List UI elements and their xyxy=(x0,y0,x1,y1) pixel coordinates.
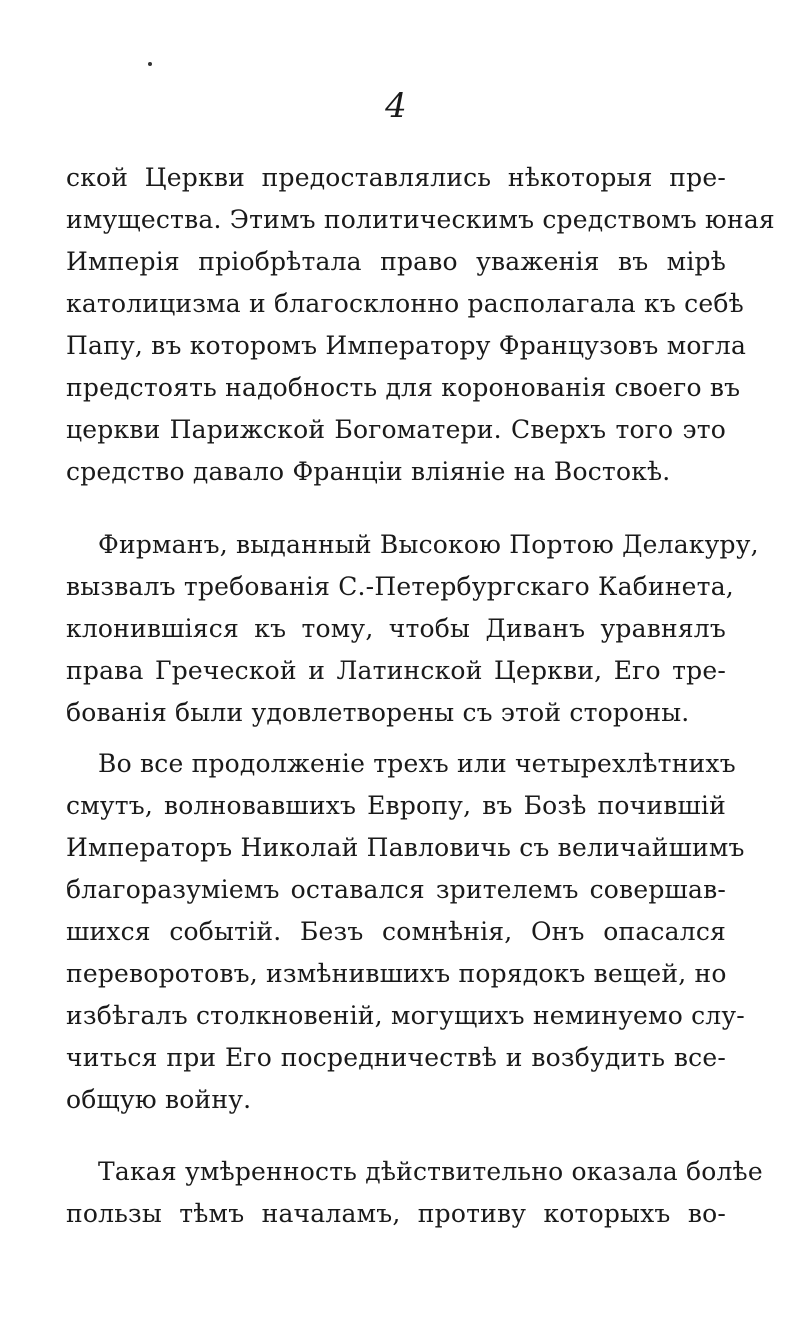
paragraph-3 xyxy=(66,743,745,1121)
text-line: Императоръ Николай Павловичь съ величайшимъ xyxy=(66,833,745,862)
text-line: избѣгалъ столкновеній, могущихъ неминуемо слу- xyxy=(66,1001,745,1030)
text-line: смутъ, волновавшихъ Европу, въ Бозѣ почившій xyxy=(66,791,726,820)
paragraph-4 xyxy=(66,1151,763,1235)
ink-speck xyxy=(148,62,152,66)
text-line: католицизма и благосклонно располагала къ себѣ xyxy=(66,289,744,318)
text-line: права Греческой и Латинской Церкви, Его тре- xyxy=(66,656,726,685)
text-line: предстоять надобность для коронованія своего въ xyxy=(66,373,741,402)
text-line: средство давало Франціи вліяніе на Востокѣ. xyxy=(66,457,671,486)
text-line: церкви Парижской Богоматери. Сверхъ того это xyxy=(66,415,726,444)
text-line: Такая умѣренность дѣйствительно оказала болѣе xyxy=(98,1157,763,1186)
text-line: шихся событій. Безъ сомнѣнія, Онъ опасался xyxy=(66,917,726,946)
text-line: бованія были удовлетворены съ этой стороны. xyxy=(66,698,690,727)
text-line: Во все продолженіе трехъ или четырехлѣтнихъ xyxy=(98,749,736,778)
text-line: вызвалъ требованія С.-Петербургскаго Кабинета, xyxy=(66,572,734,601)
text-line: читься при Его посредничествѣ и возбудить все- xyxy=(66,1043,726,1072)
text-line: общую войну. xyxy=(66,1085,252,1114)
text-line: имущества. Этимъ политическимъ средствомъ юная xyxy=(66,205,775,234)
paragraph-2 xyxy=(66,524,759,734)
text-line: Имперія пріобрѣтала право уваженія въ мірѣ xyxy=(66,247,726,276)
page-number: 4 xyxy=(385,86,407,126)
text-line: Папу, въ которомъ Императору Французовъ могла xyxy=(66,331,747,360)
text-line: Фирманъ, выданный Высокою Портою Делакуру, xyxy=(98,530,759,559)
text-line: благоразуміемъ оставался зрителемъ совершав- xyxy=(66,875,726,904)
paragraph-1 xyxy=(66,157,775,493)
text-line: клонившіяся къ тому, чтобы Диванъ уравнялъ xyxy=(66,614,726,643)
text-line: пользы тѣмъ началамъ, противу которыхъ во- xyxy=(66,1199,726,1228)
text-line: переворотовъ, измѣнившихъ порядокъ вещей, но xyxy=(66,959,727,988)
text-line: ской Церкви предоставлялись нѣкоторыя пре- xyxy=(66,163,726,192)
